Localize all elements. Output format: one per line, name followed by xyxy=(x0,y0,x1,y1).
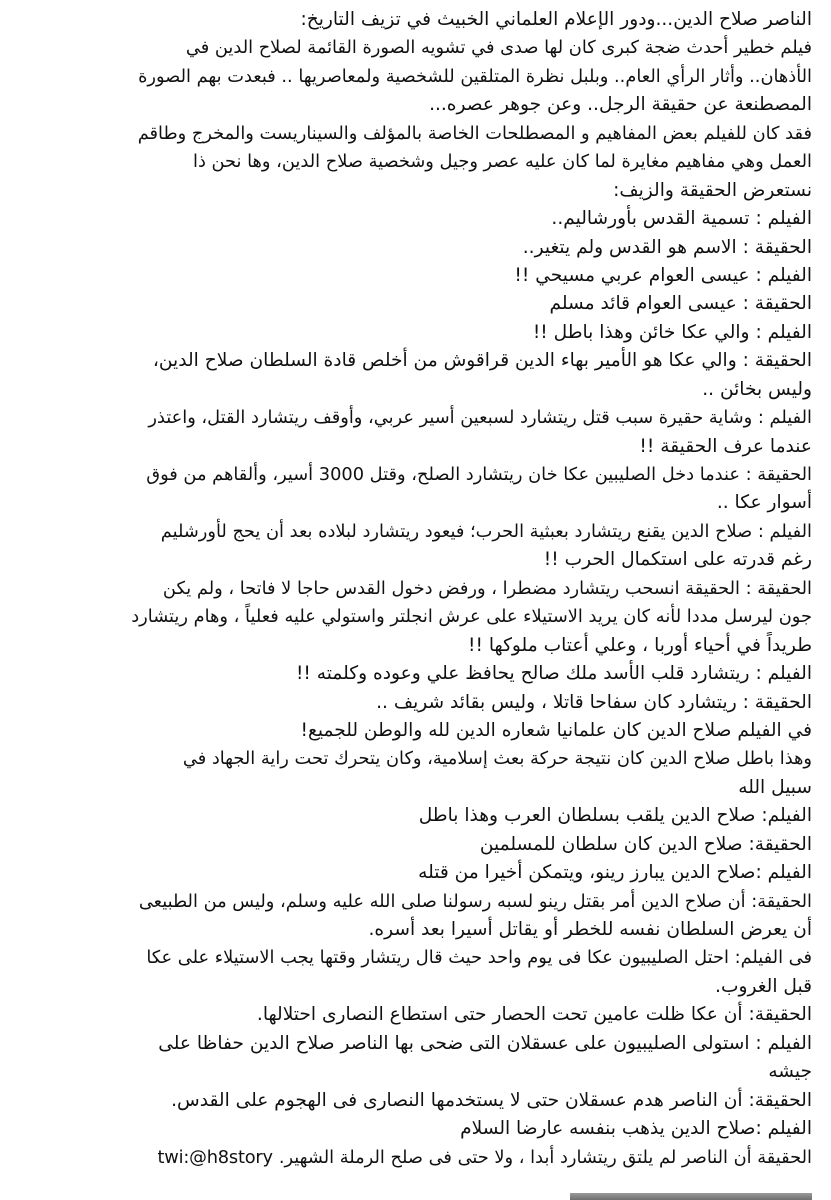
text-line: الفيلم :صلاح الدين يبارز رينو، ويتمكن أخيرا من قتله xyxy=(418,862,812,884)
text-line: المصطنعة عن حقيقة الرجل.. وعن جوهر عصره... xyxy=(429,94,812,116)
text-line: العمل وهي مفاهيم مغايرة لما كان عليه عصر وجيل وشخصية صلاح الدين، وها نحن ذا xyxy=(193,151,812,173)
text-line: الحقيقة: أن عكا ظلت عامين تحت الحصار حتى استطاع النصارى احتلالها. xyxy=(256,1004,812,1026)
text-line: الحقيقة : ريتشارد كان سفاحا قاتلا ، وليس بقائد شريف .. xyxy=(376,691,812,713)
text-line: الحقيقة: أن صلاح الدين أمر بقتل رينو لسبه رسولنا صلى الله عليه وسلم، وليس من الطبيعى xyxy=(138,890,812,912)
text-line: الحقيقة: أن الناصر هدم عسقلان حتى لا يستخدمها النصارى فى الهجوم على القدس. xyxy=(171,1089,812,1111)
text-line: فيلم خطير أحدث ضجة كبرى كان لها صدى في تشويه الصورة القائمة لصلاح الدين في xyxy=(185,37,812,59)
text-line: أسوار عكا .. xyxy=(716,492,812,514)
text-line: الحقيقة : الحقيقة انسحب ريتشارد مضطرا ، ورفض دخول القدس حاجا لا فاتحا ، ولم يكن xyxy=(162,577,812,599)
twitter-handle: twi:@h8story xyxy=(157,1146,273,1168)
text-line: الحقيقة : عيسى العوام قائد مسلم xyxy=(549,293,812,315)
text-line: الفيلم : وشاية حقيرة سبب قتل ريتشارد لسبعين أسير عربي، وأوقف ريتشارد القتل، واعتذر xyxy=(148,407,812,429)
text-line: أن يعرض السلطان نفسه للخطر أو يقاتل أسيرا بعد أسره. xyxy=(368,919,812,940)
closing-line xyxy=(0,1144,831,1172)
text-line: الفيلم : عيسى العوام عربي مسيحي !! xyxy=(514,264,812,286)
text-line: الفيلم: صلاح الدين يلقب بسلطان العرب وهذا باطل xyxy=(418,805,812,827)
article-title: الناصر صلاح الدين...ودور الإعلام العلماني الخبيث في تزيف التاريخ: xyxy=(300,9,812,30)
text-line: الحقيقة : عندما دخل الصليبين عكا خان ريتشارد الصلح، وقتل 3000 أسير، وألقاهم من فوق xyxy=(146,464,812,485)
text-line: الفيلم : تسمية القدس بأورشاليم.. xyxy=(551,208,812,230)
text-line: فى الفيلم: احتل الصليبيون عكا فى يوم واحد حيث قال ريتشار وقتها يجب الاستيلاء على عكا xyxy=(146,947,812,969)
text-line: الفيلم : استولى الصليبيون على عسقلان التى ضحى بها الناصر صلاح الدين حفاظا على xyxy=(158,1032,812,1054)
text-line: الحقيقة : الاسم هو القدس ولم يتغير.. xyxy=(522,236,812,258)
closing-text: الحقيقة أن الناصر لم يلتق ريتشارد أبدا ، ولا حتى فى صلح الرملة الشهير. xyxy=(278,1146,812,1168)
text-line: وليس بخائن .. xyxy=(702,378,812,400)
bottom-scroll-bar xyxy=(570,1193,812,1200)
text-line: الفيلم : والي عكا خائن وهذا باطل !! xyxy=(532,321,812,343)
text-line: الأذهان.. وأثار الرأي العام.. وبلبل نظرة المتلقين للشخصية ولمعاصريها .. فبعدت بهم الصورة xyxy=(138,65,812,87)
article xyxy=(0,6,831,1172)
text-line: قبل الغروب. xyxy=(715,975,812,997)
text-line: الفيلم :صلاح الدين يذهب بنفسه عارضا السلام xyxy=(460,1118,812,1140)
text-line: نستعرض الحقيقة والزيف: xyxy=(613,179,812,201)
text-line: في الفيلم صلاح الدين كان علمانيا شعاره الدين لله والوطن للجميع! xyxy=(300,719,812,741)
text-line: طريداً في أحياء أوربا ، وعلي أعتاب ملوكها !! xyxy=(468,634,812,656)
text-line: جون ليرسل مددا لأنه كان يريد الاستيلاء على عرش انجلتر واستولي عليه فعلياً ، وهام ريتشارد xyxy=(131,606,812,628)
text-line: وهذا باطل صلاح الدين كان نتيجة حركة بعث إسلامية، وكان يتحرك تحت راية الجهاد في xyxy=(182,748,812,770)
text-line: الفيلم : ريتشارد قلب الأسد ملك صالح يحافظ علي وعوده وكلمته !! xyxy=(295,663,812,685)
text-line: عندما عرف الحقيقة !! xyxy=(639,435,812,457)
text-line: فقد كان للفيلم بعض المفاهيم و المصطلحات الخاصة بالمؤلف والسيناريست والمخرج وطاقم xyxy=(137,122,812,144)
text-line: الحقيقة : والي عكا هو الأمير بهاء الدين قراقوش من أخلص قادة السلطان صلاح الدين، xyxy=(152,350,812,372)
text-line: رغم قدرته على استكمال الحرب !! xyxy=(543,549,812,571)
text-line: سبيل الله xyxy=(738,776,812,798)
text-line: جيشه xyxy=(768,1061,812,1083)
text-line: الحقيقة: صلاح الدين كان سلطان للمسلمين xyxy=(479,833,812,855)
text-line: الفيلم : صلاح الدين يقنع ريتشارد بعبثية الحرب؛ فيعود ريتشارد لبلاده بعد أن يحج لأورشليم xyxy=(160,520,812,542)
